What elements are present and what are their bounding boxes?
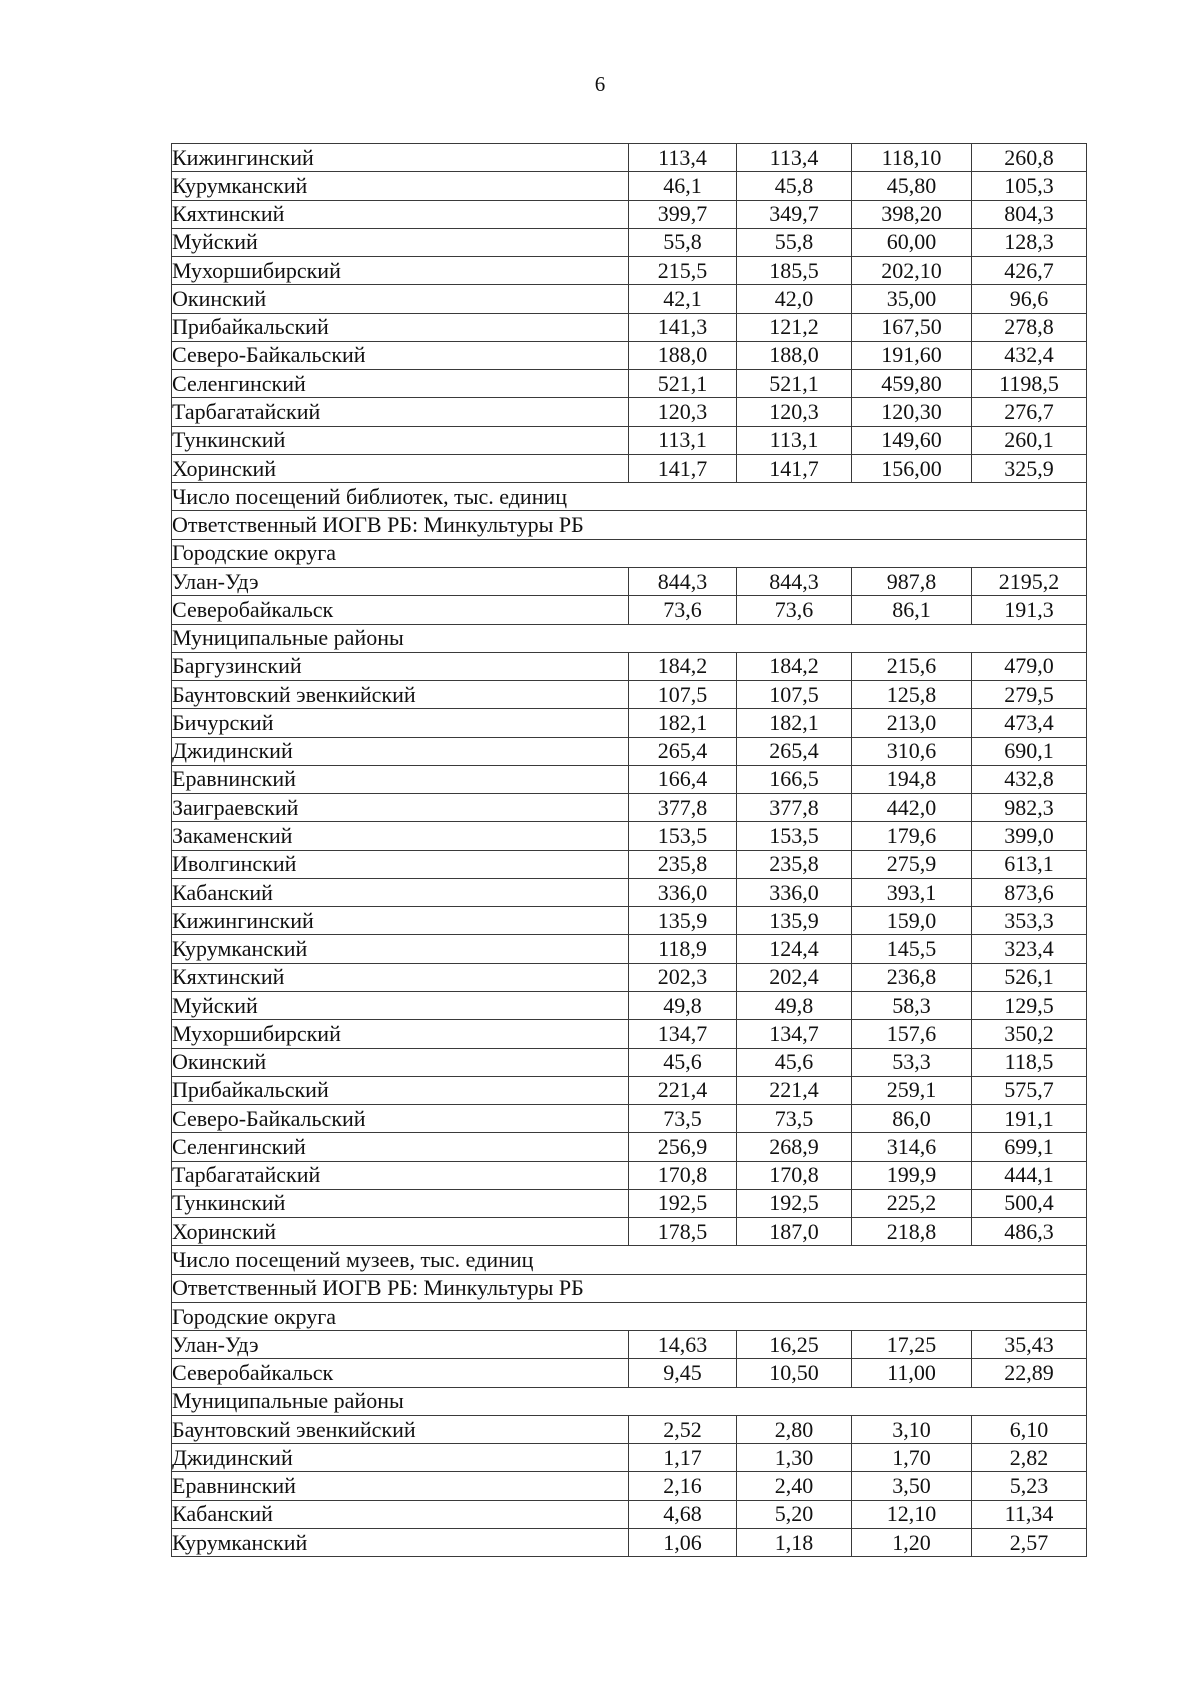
table-row: [172, 370, 1087, 398]
value-cell-2: 1,18: [737, 1529, 852, 1557]
value-cell-4: 873,6: [972, 878, 1087, 906]
value-cell-4: 690,1: [972, 737, 1087, 765]
table-row: [172, 172, 1087, 200]
section-heading: Ответственный ИОГВ РБ: Минкультуры РБ: [172, 1274, 1087, 1302]
value-cell-3: 60,00: [852, 228, 972, 256]
value-cell-3: 1,70: [852, 1444, 972, 1472]
value-cell-2: 184,2: [737, 652, 852, 680]
value-cell-4: 500,4: [972, 1189, 1087, 1217]
table-row: [172, 878, 1087, 906]
value-cell-1: 1,06: [629, 1529, 737, 1557]
value-cell-1: 134,7: [629, 1020, 737, 1048]
table-row: [172, 1133, 1087, 1161]
value-cell-3: 17,25: [852, 1331, 972, 1359]
district-name-cell: Кижингинский: [172, 907, 629, 935]
value-cell-3: 225,2: [852, 1189, 972, 1217]
value-cell-1: 9,45: [629, 1359, 737, 1387]
value-cell-3: 310,6: [852, 737, 972, 765]
table-row: [172, 144, 1087, 172]
district-name-cell: Улан-Удэ: [172, 1331, 629, 1359]
value-cell-1: 141,7: [629, 454, 737, 482]
value-cell-2: 377,8: [737, 794, 852, 822]
district-name-cell: Мухоршибирский: [172, 257, 629, 285]
value-cell-2: 268,9: [737, 1133, 852, 1161]
value-cell-4: 191,3: [972, 596, 1087, 624]
value-cell-4: 129,5: [972, 991, 1087, 1019]
value-cell-2: 336,0: [737, 878, 852, 906]
value-cell-4: 426,7: [972, 257, 1087, 285]
table-row: [172, 341, 1087, 369]
value-cell-1: 141,3: [629, 313, 737, 341]
table-row: [172, 1020, 1087, 1048]
value-cell-4: 96,6: [972, 285, 1087, 313]
table-row: [172, 991, 1087, 1019]
value-cell-1: 46,1: [629, 172, 737, 200]
value-cell-2: 2,80: [737, 1415, 852, 1443]
table-row: [172, 567, 1087, 595]
value-cell-4: 105,3: [972, 172, 1087, 200]
section-row: [172, 511, 1087, 539]
district-name-cell: Кабанский: [172, 878, 629, 906]
district-name-cell: Курумканский: [172, 172, 629, 200]
value-cell-1: 265,4: [629, 737, 737, 765]
value-cell-1: 73,6: [629, 596, 737, 624]
district-name-cell: Баунтовский эвенкийский: [172, 681, 629, 709]
value-cell-2: 202,4: [737, 963, 852, 991]
table-row: [172, 228, 1087, 256]
table-row: [172, 1415, 1087, 1443]
value-cell-2: 121,2: [737, 313, 852, 341]
value-cell-3: 149,60: [852, 426, 972, 454]
table-row: [172, 1105, 1087, 1133]
district-name-cell: Мухоршибирский: [172, 1020, 629, 1048]
value-cell-1: 336,0: [629, 878, 737, 906]
district-name-cell: Курумканский: [172, 935, 629, 963]
value-cell-1: 118,9: [629, 935, 737, 963]
value-cell-3: 35,00: [852, 285, 972, 313]
value-cell-4: 2,82: [972, 1444, 1087, 1472]
section-row: [172, 1246, 1087, 1274]
value-cell-2: 107,5: [737, 681, 852, 709]
value-cell-4: 260,8: [972, 144, 1087, 172]
value-cell-1: 14,63: [629, 1331, 737, 1359]
value-cell-4: 276,7: [972, 398, 1087, 426]
section-heading: Муниципальные районы: [172, 624, 1087, 652]
value-cell-1: 42,1: [629, 285, 737, 313]
value-cell-1: 113,4: [629, 144, 737, 172]
value-cell-3: 236,8: [852, 963, 972, 991]
value-cell-4: 432,4: [972, 341, 1087, 369]
table-row: [172, 850, 1087, 878]
value-cell-3: 1,20: [852, 1529, 972, 1557]
value-cell-2: 113,1: [737, 426, 852, 454]
table-row: [172, 963, 1087, 991]
value-cell-4: 804,3: [972, 200, 1087, 228]
value-cell-3: 118,10: [852, 144, 972, 172]
value-cell-4: 278,8: [972, 313, 1087, 341]
value-cell-2: 235,8: [737, 850, 852, 878]
value-cell-2: 73,5: [737, 1105, 852, 1133]
table-row: [172, 1500, 1087, 1528]
district-name-cell: Северо-Байкальский: [172, 341, 629, 369]
value-cell-1: 45,6: [629, 1048, 737, 1076]
value-cell-4: 473,4: [972, 709, 1087, 737]
value-cell-2: 42,0: [737, 285, 852, 313]
section-row: [172, 624, 1087, 652]
table-row: [172, 1359, 1087, 1387]
value-cell-4: 260,1: [972, 426, 1087, 454]
value-cell-3: 45,80: [852, 172, 972, 200]
value-cell-4: 479,0: [972, 652, 1087, 680]
table-row: [172, 1529, 1087, 1557]
district-name-cell: Окинский: [172, 285, 629, 313]
table-row: [172, 1189, 1087, 1217]
value-cell-1: 399,7: [629, 200, 737, 228]
value-cell-3: 459,80: [852, 370, 972, 398]
table-row: [172, 1331, 1087, 1359]
district-name-cell: Еравнинский: [172, 1472, 629, 1500]
value-cell-2: 349,7: [737, 200, 852, 228]
value-cell-3: 58,3: [852, 991, 972, 1019]
value-cell-2: 187,0: [737, 1218, 852, 1246]
value-cell-2: 45,6: [737, 1048, 852, 1076]
value-cell-3: 393,1: [852, 878, 972, 906]
value-cell-1: 73,5: [629, 1105, 737, 1133]
value-cell-4: 35,43: [972, 1331, 1087, 1359]
district-name-cell: Прибайкальский: [172, 1076, 629, 1104]
district-name-cell: Еравнинский: [172, 765, 629, 793]
value-cell-1: 178,5: [629, 1218, 737, 1246]
value-cell-2: 844,3: [737, 567, 852, 595]
value-cell-2: 5,20: [737, 1500, 852, 1528]
table-row: [172, 454, 1087, 482]
value-cell-1: 113,1: [629, 426, 737, 454]
value-cell-2: 73,6: [737, 596, 852, 624]
value-cell-1: 221,4: [629, 1076, 737, 1104]
value-cell-4: 353,3: [972, 907, 1087, 935]
table-row: [172, 1076, 1087, 1104]
value-cell-4: 325,9: [972, 454, 1087, 482]
value-cell-3: 86,1: [852, 596, 972, 624]
value-cell-4: 6,10: [972, 1415, 1087, 1443]
section-heading: Число посещений музеев, тыс. единиц: [172, 1246, 1087, 1274]
value-cell-3: 179,6: [852, 822, 972, 850]
value-cell-4: 399,0: [972, 822, 1087, 850]
district-name-cell: Северобайкальск: [172, 1359, 629, 1387]
district-name-cell: Баргузинский: [172, 652, 629, 680]
value-cell-2: 182,1: [737, 709, 852, 737]
value-cell-1: 49,8: [629, 991, 737, 1019]
page-number: 6: [594, 72, 606, 96]
value-cell-1: 153,5: [629, 822, 737, 850]
value-cell-2: 120,3: [737, 398, 852, 426]
table-row: [172, 313, 1087, 341]
section-heading: Городские округа: [172, 539, 1087, 567]
table-row: [172, 257, 1087, 285]
value-cell-3: 86,0: [852, 1105, 972, 1133]
district-name-cell: Северо-Байкальский: [172, 1105, 629, 1133]
value-cell-3: 213,0: [852, 709, 972, 737]
value-cell-1: 2,52: [629, 1415, 737, 1443]
value-cell-1: 521,1: [629, 370, 737, 398]
section-heading: Число посещений библиотек, тыс. единиц: [172, 483, 1087, 511]
value-cell-3: 12,10: [852, 1500, 972, 1528]
value-cell-3: 11,00: [852, 1359, 972, 1387]
value-cell-4: 11,34: [972, 1500, 1087, 1528]
district-name-cell: Джидинский: [172, 1444, 629, 1472]
section-heading: Муниципальные районы: [172, 1387, 1087, 1415]
district-name-cell: Прибайкальский: [172, 313, 629, 341]
district-name-cell: Улан-Удэ: [172, 567, 629, 595]
table-row: [172, 426, 1087, 454]
table-row: [172, 681, 1087, 709]
district-name-cell: Курумканский: [172, 1529, 629, 1557]
section-heading: Ответственный ИОГВ РБ: Минкультуры РБ: [172, 511, 1087, 539]
value-cell-1: 120,3: [629, 398, 737, 426]
value-cell-2: 113,4: [737, 144, 852, 172]
table-row: [172, 822, 1087, 850]
value-cell-4: 2195,2: [972, 567, 1087, 595]
value-cell-1: 192,5: [629, 1189, 737, 1217]
value-cell-1: 55,8: [629, 228, 737, 256]
value-cell-2: 521,1: [737, 370, 852, 398]
district-name-cell: Баунтовский эвенкийский: [172, 1415, 629, 1443]
value-cell-3: 218,8: [852, 1218, 972, 1246]
district-name-cell: Джидинский: [172, 737, 629, 765]
table-row: [172, 794, 1087, 822]
table-row: [172, 907, 1087, 935]
value-cell-4: 279,5: [972, 681, 1087, 709]
value-cell-1: 844,3: [629, 567, 737, 595]
value-cell-1: 202,3: [629, 963, 737, 991]
value-cell-2: 135,9: [737, 907, 852, 935]
section-row: [172, 539, 1087, 567]
value-cell-2: 188,0: [737, 341, 852, 369]
district-name-cell: Северобайкальск: [172, 596, 629, 624]
value-cell-4: 526,1: [972, 963, 1087, 991]
district-name-cell: Бичурский: [172, 709, 629, 737]
district-name-cell: Хоринский: [172, 454, 629, 482]
district-name-cell: Окинский: [172, 1048, 629, 1076]
value-cell-2: 55,8: [737, 228, 852, 256]
value-cell-3: 159,0: [852, 907, 972, 935]
value-cell-4: 191,1: [972, 1105, 1087, 1133]
table-body: [172, 144, 1087, 1557]
value-cell-2: 16,25: [737, 1331, 852, 1359]
district-name-cell: Муйский: [172, 228, 629, 256]
district-name-cell: Кяхтинский: [172, 963, 629, 991]
value-cell-2: 45,8: [737, 172, 852, 200]
district-name-cell: Селенгинский: [172, 1133, 629, 1161]
district-name-cell: Тарбагатайский: [172, 398, 629, 426]
district-name-cell: Муйский: [172, 991, 629, 1019]
value-cell-2: 166,5: [737, 765, 852, 793]
value-cell-2: 141,7: [737, 454, 852, 482]
value-cell-2: 153,5: [737, 822, 852, 850]
value-cell-1: 170,8: [629, 1161, 737, 1189]
value-cell-4: 5,23: [972, 1472, 1087, 1500]
table-row: [172, 1444, 1087, 1472]
value-cell-3: 259,1: [852, 1076, 972, 1104]
table-row: [172, 596, 1087, 624]
statistics-table: [171, 143, 1087, 1557]
section-row: [172, 483, 1087, 511]
value-cell-3: 442,0: [852, 794, 972, 822]
value-cell-4: 486,3: [972, 1218, 1087, 1246]
value-cell-3: 145,5: [852, 935, 972, 963]
value-cell-3: 3,10: [852, 1415, 972, 1443]
table-row: [172, 1218, 1087, 1246]
value-cell-3: 167,50: [852, 313, 972, 341]
value-cell-2: 185,5: [737, 257, 852, 285]
value-cell-4: 1198,5: [972, 370, 1087, 398]
value-cell-1: 235,8: [629, 850, 737, 878]
value-cell-4: 432,8: [972, 765, 1087, 793]
value-cell-3: 987,8: [852, 567, 972, 595]
value-cell-2: 124,4: [737, 935, 852, 963]
value-cell-2: 10,50: [737, 1359, 852, 1387]
district-name-cell: Закаменский: [172, 822, 629, 850]
value-cell-3: 157,6: [852, 1020, 972, 1048]
table-row: [172, 1161, 1087, 1189]
table-row: [172, 1048, 1087, 1076]
value-cell-1: 2,16: [629, 1472, 737, 1500]
value-cell-2: 265,4: [737, 737, 852, 765]
value-cell-3: 398,20: [852, 200, 972, 228]
section-row: [172, 1274, 1087, 1302]
value-cell-4: 613,1: [972, 850, 1087, 878]
value-cell-3: 120,30: [852, 398, 972, 426]
value-cell-1: 377,8: [629, 794, 737, 822]
value-cell-3: 3,50: [852, 1472, 972, 1500]
value-cell-4: 350,2: [972, 1020, 1087, 1048]
value-cell-1: 135,9: [629, 907, 737, 935]
value-cell-4: 699,1: [972, 1133, 1087, 1161]
table-row: [172, 935, 1087, 963]
value-cell-3: 156,00: [852, 454, 972, 482]
district-name-cell: Тункинский: [172, 1189, 629, 1217]
value-cell-2: 192,5: [737, 1189, 852, 1217]
value-cell-3: 314,6: [852, 1133, 972, 1161]
value-cell-1: 184,2: [629, 652, 737, 680]
table-row: [172, 398, 1087, 426]
value-cell-4: 118,5: [972, 1048, 1087, 1076]
value-cell-4: 323,4: [972, 935, 1087, 963]
value-cell-3: 202,10: [852, 257, 972, 285]
table-row: [172, 200, 1087, 228]
value-cell-4: 128,3: [972, 228, 1087, 256]
value-cell-1: 182,1: [629, 709, 737, 737]
table-row: [172, 652, 1087, 680]
value-cell-3: 53,3: [852, 1048, 972, 1076]
table-row: [172, 765, 1087, 793]
district-name-cell: Иволгинский: [172, 850, 629, 878]
value-cell-4: 2,57: [972, 1529, 1087, 1557]
value-cell-1: 107,5: [629, 681, 737, 709]
value-cell-3: 191,60: [852, 341, 972, 369]
value-cell-2: 221,4: [737, 1076, 852, 1104]
section-heading: Городские округа: [172, 1302, 1087, 1330]
table-row: [172, 737, 1087, 765]
value-cell-1: 215,5: [629, 257, 737, 285]
district-name-cell: Тарбагатайский: [172, 1161, 629, 1189]
section-row: [172, 1387, 1087, 1415]
district-name-cell: Кабанский: [172, 1500, 629, 1528]
value-cell-1: 1,17: [629, 1444, 737, 1472]
value-cell-2: 134,7: [737, 1020, 852, 1048]
district-name-cell: Заиграевский: [172, 794, 629, 822]
value-cell-1: 256,9: [629, 1133, 737, 1161]
value-cell-3: 215,6: [852, 652, 972, 680]
value-cell-1: 188,0: [629, 341, 737, 369]
value-cell-4: 444,1: [972, 1161, 1087, 1189]
table-row: [172, 709, 1087, 737]
district-name-cell: Кяхтинский: [172, 200, 629, 228]
table-row: [172, 285, 1087, 313]
table-row: [172, 1472, 1087, 1500]
district-name-cell: Кижингинский: [172, 144, 629, 172]
value-cell-1: 4,68: [629, 1500, 737, 1528]
value-cell-4: 575,7: [972, 1076, 1087, 1104]
value-cell-3: 199,9: [852, 1161, 972, 1189]
value-cell-2: 2,40: [737, 1472, 852, 1500]
district-name-cell: Селенгинский: [172, 370, 629, 398]
value-cell-3: 194,8: [852, 765, 972, 793]
value-cell-2: 49,8: [737, 991, 852, 1019]
value-cell-3: 275,9: [852, 850, 972, 878]
value-cell-2: 170,8: [737, 1161, 852, 1189]
district-name-cell: Тункинский: [172, 426, 629, 454]
value-cell-3: 125,8: [852, 681, 972, 709]
value-cell-4: 982,3: [972, 794, 1087, 822]
value-cell-4: 22,89: [972, 1359, 1087, 1387]
section-row: [172, 1302, 1087, 1330]
value-cell-1: 166,4: [629, 765, 737, 793]
value-cell-2: 1,30: [737, 1444, 852, 1472]
district-name-cell: Хоринский: [172, 1218, 629, 1246]
